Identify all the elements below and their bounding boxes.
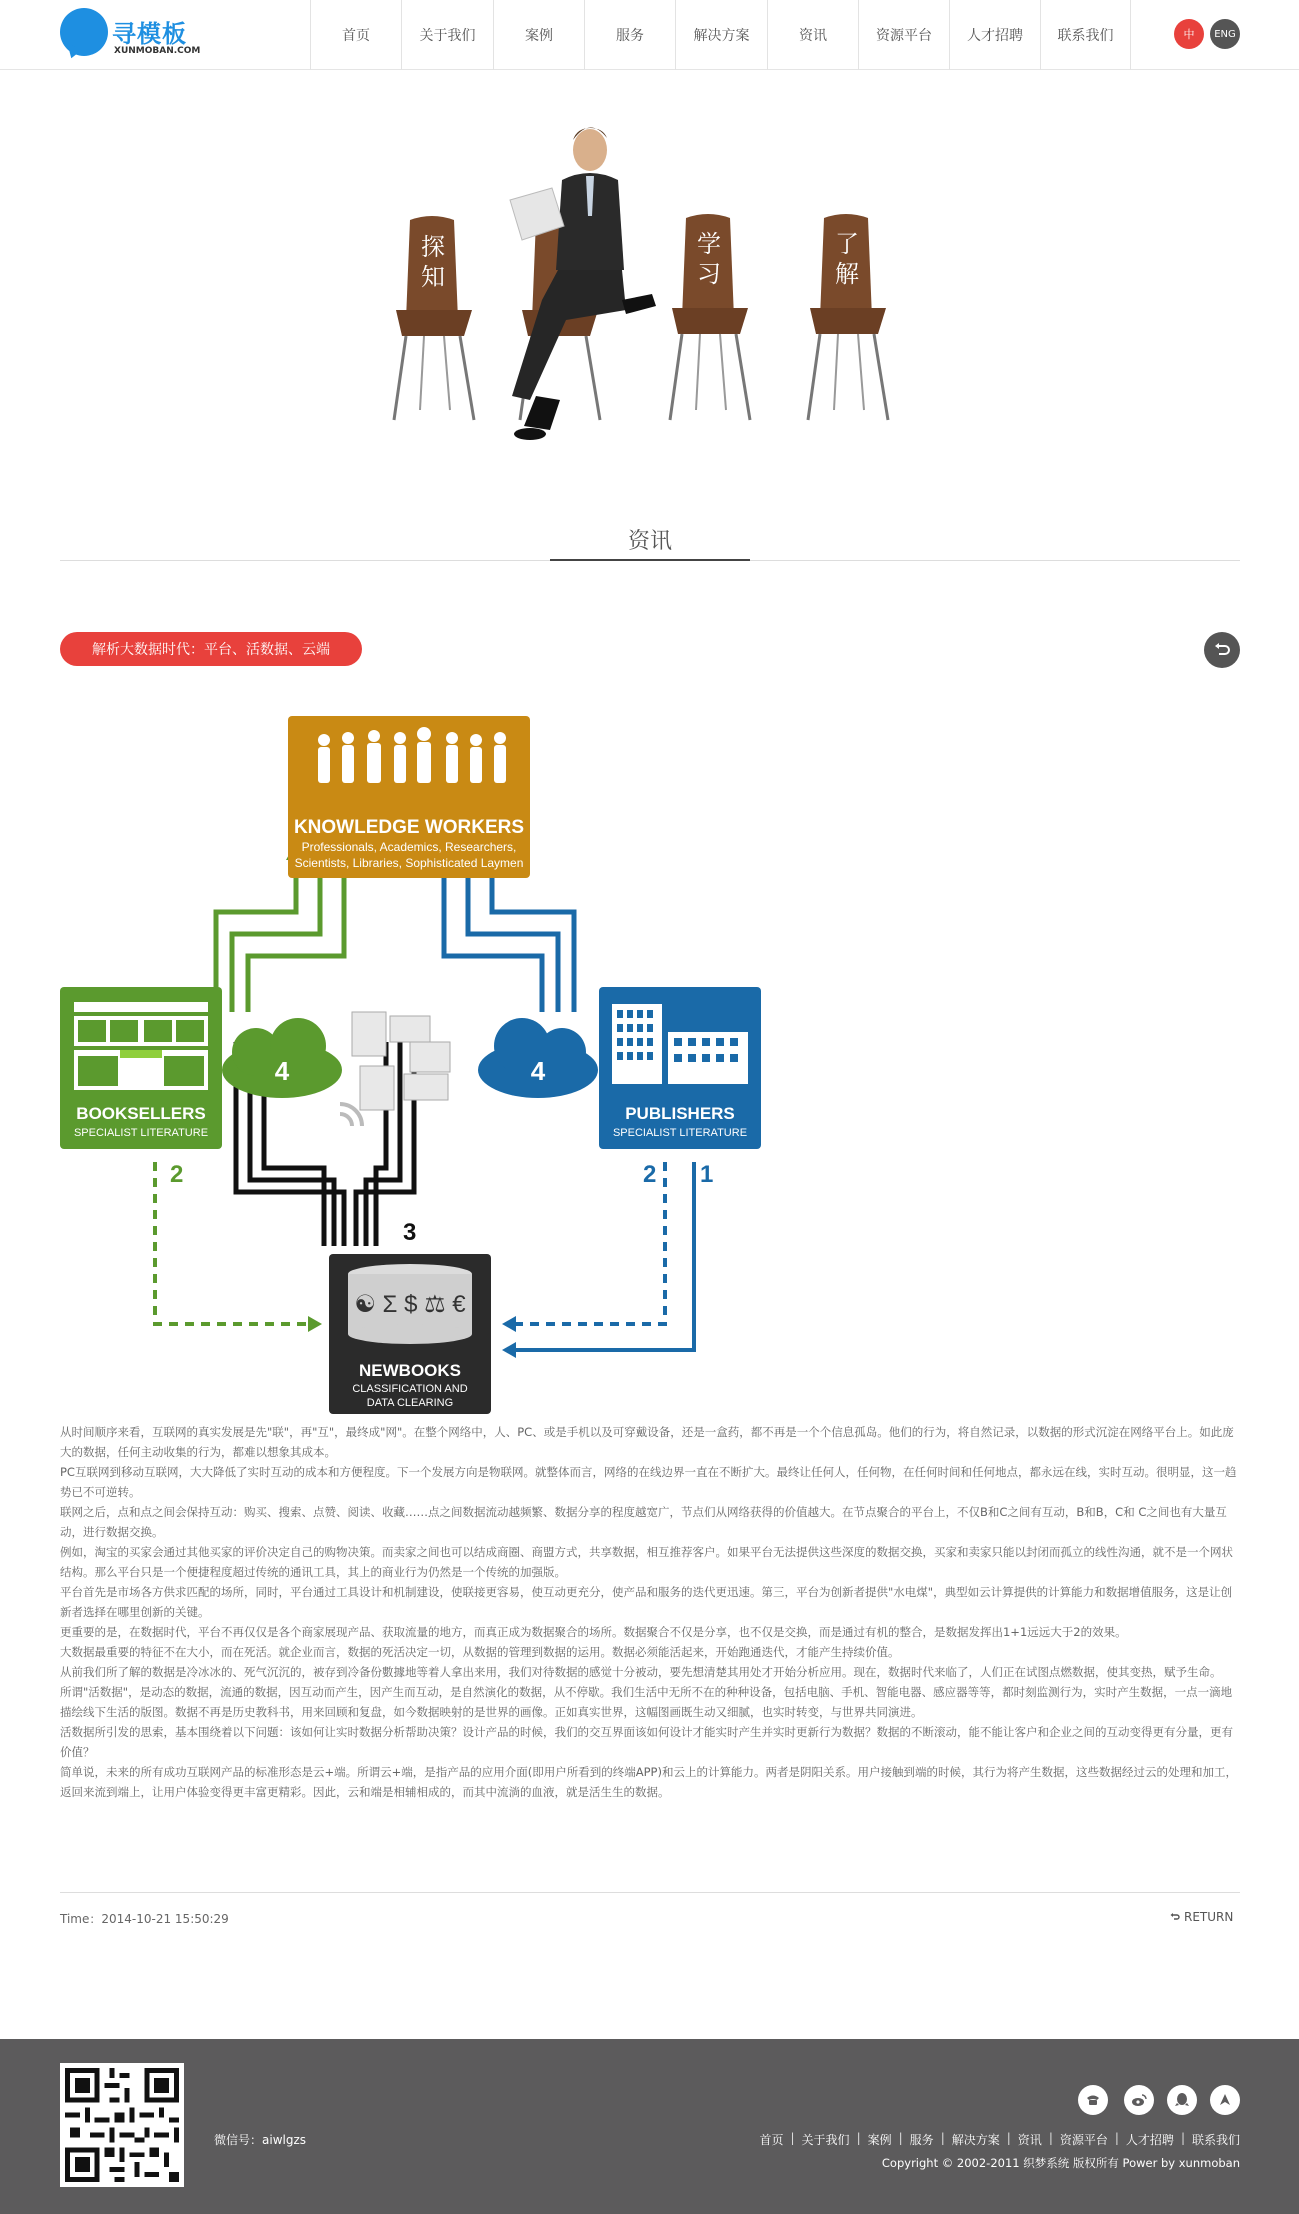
back-button[interactable] [1204, 632, 1240, 668]
booksellers-box [60, 987, 222, 1149]
nav-item-home[interactable]: 首页 [310, 0, 401, 70]
blue-dashed-arrowhead [502, 1316, 516, 1332]
arrow-up-icon [1216, 2091, 1234, 2109]
knowledge-workers-box [288, 716, 530, 878]
article-paragraph: 简单说，未来的所有成功互联网产品的标准形态是云+端。所谓云+端，是指产品的应用介面(即用户所看到的终端APP)和云上的计算能力。两者是阴阳关系。用户接触到端的时候，其行为将产生数据，这些数据经过云的处理和加工，返回来流到端上，让用户体验变得更丰富更精彩。因此，云和端是相辅相成的，而其中流淌的血液，就是活生生的数据。 [60, 1765, 1237, 1799]
chair-4-char-2: 解 [835, 260, 859, 288]
publishers-title: PUBLISHERS [625, 1104, 735, 1123]
blue-solid-path [512, 1162, 694, 1350]
article-paragraph: 活数据所引发的思索，基本围绕着以下问题：该如何让实时数据分析帮助决策？设计产品的时候，我们的交互界面该如何设计才能实时产生并实时更新行为数据？数据的不断滚动，能不能让客户和企业之间的互动变得更有分量，更有价值？ [60, 1725, 1233, 1759]
qq-button[interactable] [1167, 2085, 1197, 2115]
wechat-id: 微信号：aiwlgzs [214, 2133, 307, 2147]
step-number-1: 1 [700, 1161, 714, 1188]
meta-divider [60, 1892, 1240, 1893]
chair-3 [670, 214, 750, 420]
weibo-icon [1130, 2091, 1148, 2109]
copyright-text: Copyright © 2002-2011 织梦系统 版权所有 Power by xunmoban [881, 2156, 1240, 2170]
lang-cn-button[interactable]: 中 [1174, 19, 1204, 49]
article-paragraph: 联网之后，点和点之间会保持互动：购买、搜索、点赞、阅读、收藏……点之间数据流动越频繁、数据分享的程度越宽广，节点们从网络获得的价值越大。在节点聚合的平台上，不仅B和C之间有互动，B和B，C和 C之间也有大量互动，进行数据交换。 [60, 1505, 1227, 1539]
article-paragraph: 平台首先是市场各方供求匹配的场所，同时，平台通过工具设计和机制建设，使联接更容易，使互动更充分，使产品和服务的迭代更迅速。第三，平台为创新者提供"水电煤"，典型如云计算提供的计算能力和数据增值服务，这是让创新者选择在哪里创新的关键。 [60, 1585, 1233, 1619]
step-number-2-left: 2 [170, 1161, 184, 1188]
green-cloud [222, 1018, 342, 1098]
publishers-box [599, 987, 761, 1149]
footer-nav-jobs[interactable]: 人才招聘 [1125, 2133, 1174, 2147]
chair-1 [394, 216, 474, 420]
knowledge-flow-diagram [60, 712, 770, 1417]
newbooks-box [329, 1254, 491, 1414]
green-dashed-arrowhead [308, 1316, 322, 1332]
blue-cloud-label: 4 [530, 1056, 546, 1086]
back-to-top-button[interactable] [1210, 2085, 1240, 2115]
nav-item-services[interactable]: 服务 [584, 0, 675, 70]
green-cloud-label: 4 [274, 1056, 290, 1086]
logo-text: 寻模板 [112, 20, 187, 48]
site-header [0, 0, 1299, 70]
publishers-sub: SPECIALIST LITERATURE [612, 1127, 748, 1139]
main-nav [310, 0, 1131, 70]
footer-nav-home[interactable]: 首页 [759, 2133, 784, 2147]
media-icons-cluster [340, 1012, 450, 1126]
site-footer [0, 2039, 1299, 2214]
nav-item-news[interactable]: 资讯 [767, 0, 858, 70]
article-body [60, 1422, 1240, 1802]
blue-solid-arrowhead [502, 1342, 516, 1358]
article-paragraph: 例如，淘宝的买家会通过其他买家的评价决定自己的购物决策。而卖家之间也可以结成商圈、商盟方式，共享数据，相互推荐客户。如果平台无法提供这些深度的数据交换，买家和卖家只能以封闭而孤立的线性沟通，就不是一个网状结构。那么平台只是一个便捷程度超过传统的通讯工具，其上的商业行为仍然是一个传统的加强版。 [60, 1545, 1233, 1579]
nav-item-cases[interactable]: 案例 [493, 0, 584, 70]
chair-1-char-1: 探 [421, 233, 445, 261]
step-number-3: 3 [403, 1219, 417, 1246]
article-paragraph: 从前我们所了解的数据是冷冰冰的、死气沉沉的，被存到冷备份數據地等着人拿出来用，我们对待数据的感觉十分被动，要先想清楚其用处才开始分析应用。现在，数据时代来临了，人们正在试图点燃数据，使其变热，赋予生命。 [60, 1665, 1222, 1679]
return-label: RETURN [1184, 1910, 1234, 1924]
chair-4 [808, 214, 888, 420]
article-paragraph: 所谓"活数据"，是动态的数据，流通的数据，因互动而产生，因产生而互动，是自然演化的数据，从不停歇。我们生活中无所不在的种种设备，包括电脑、手机、智能电器、感应器等等，都时刻监测行为，实时产生数据，一点一滴地描绘线下生活的版图。数据不再是历史教科书，用来回顾和复盘，如今数据映射的是世界的画像。正如真实世界，这幅图画既生动又细腻，也实时转变，与世界共同演进。 [60, 1685, 1233, 1719]
qq-icon [1173, 2091, 1191, 2109]
chair-1-char-2: 知 [421, 263, 445, 291]
nav-item-jobs[interactable]: 人才招聘 [949, 0, 1040, 70]
footer-nav-news[interactable]: 资讯 [1017, 2133, 1042, 2147]
article-title: 解析大数据时代：平台、活数据、云端 [60, 632, 362, 666]
site-logo[interactable] [60, 8, 200, 62]
footer-nav-contact[interactable]: 联系我们 [1191, 2133, 1240, 2147]
weibo-button[interactable] [1124, 2085, 1154, 2115]
newbooks-sub-2: DATA CLEARING [366, 1397, 454, 1409]
return-icon [1170, 1912, 1180, 1922]
booksellers-sub: SPECIALIST LITERATURE [73, 1127, 209, 1139]
knowledge-workers-sub-1: Professionals, Academics, Researchers, [301, 840, 517, 854]
phone-button[interactable] [1078, 2085, 1108, 2115]
green-arrows [216, 860, 344, 1012]
step-number-2-right: 2 [643, 1161, 657, 1188]
chair-3-char-1: 学 [697, 230, 721, 258]
blue-cloud [478, 1018, 598, 1098]
undo-icon [1213, 641, 1231, 659]
chair-3-char-2: 习 [697, 260, 721, 288]
section-divider-accent [550, 559, 750, 561]
chair-4-char-1: 了 [835, 230, 859, 258]
nav-item-about[interactable]: 关于我们 [401, 0, 493, 70]
article-paragraph: 更重要的是，在数据时代，平台不再仅仅是各个商家展现产品、获取流量的地方，而真正成为数据聚合的场所。数据聚合不仅是分享，也不仅是交换，而是通过有机的整合，是数据发挥出1+1远远大于2的效果。 [60, 1625, 1127, 1639]
nav-item-solutions[interactable]: 解决方案 [675, 0, 767, 70]
footer-nav-services[interactable]: 服务 [909, 2133, 934, 2147]
footer-nav-resources[interactable]: 资源平台 [1059, 2133, 1108, 2147]
symbols-icon: ☯ Σ $ ⚖ € [354, 1291, 466, 1318]
booksellers-title: BOOKSELLERS [76, 1104, 206, 1123]
nav-item-resources[interactable]: 资源平台 [858, 0, 949, 70]
banner-image [340, 110, 960, 460]
man-reading-figure [510, 127, 656, 440]
footer-nav-solutions[interactable]: 解决方案 [951, 2133, 1000, 2147]
publish-time: Time：2014-10-21 15:50:29 [60, 1912, 229, 1926]
article-paragraph: 从时间顺序来看，互联网的真实发展是先"联"，再"互"，最终成"网"。在整个网络中，人、PC、或是手机以及可穿戴设备，还是一盒药，都不再是一个个信息孤岛。他们的行为，将自然记录，以数据的形式沉淀在网络平台上。如此庞大的数据，任何主动收集的行为，都难以想象其成本。 [60, 1425, 1234, 1459]
qr-code [60, 2063, 184, 2187]
phone-icon [1084, 2091, 1102, 2109]
article-paragraph: PC互联网到移动互联网，大大降低了实时互动的成本和方便程度。下一个发展方向是物联网。就整体而言，网络的在线边界一直在不断扩大。最终让任何人，任何物，在任何时间和任何地点，都永远在线，实时互动。很明显，这一趋势已不可逆转。 [60, 1465, 1237, 1499]
footer-nav-cases[interactable]: 案例 [867, 2133, 892, 2147]
knowledge-workers-sub-2: Scientists, Libraries, Sophisticated Laymen [294, 856, 524, 870]
newbooks-sub-1: CLASSIFICATION AND [352, 1383, 468, 1395]
blue-dashed-path [511, 1162, 665, 1324]
footer-nav: 首页 | 关于我们 | 案例 | 服务 | 解决方案 | 资讯 | 资源平台 | 人才招聘 | 联系我们 [759, 2131, 1240, 2147]
lang-en-button[interactable]: ENG [1210, 19, 1240, 49]
return-link[interactable] [1170, 1910, 1233, 1924]
footer-nav-about[interactable]: 关于我们 [801, 2133, 850, 2147]
knowledge-workers-title: KNOWLEDGE WORKERS [293, 817, 525, 838]
newbooks-title: NEWBOOKS [359, 1361, 461, 1380]
section-title: 资讯 [627, 529, 672, 554]
nav-item-contact[interactable]: 联系我们 [1040, 0, 1131, 70]
logo-domain: XUNMOBAN.COM [114, 46, 201, 56]
article-paragraph: 大数据最重要的特征不在大小，而在死活。就企业而言，数据的死活决定一切，从数据的管理到数据的运用。数据必须能活起来，开始跑通迭代，才能产生持续价值。 [60, 1645, 900, 1659]
blue-arrows [444, 860, 574, 1012]
